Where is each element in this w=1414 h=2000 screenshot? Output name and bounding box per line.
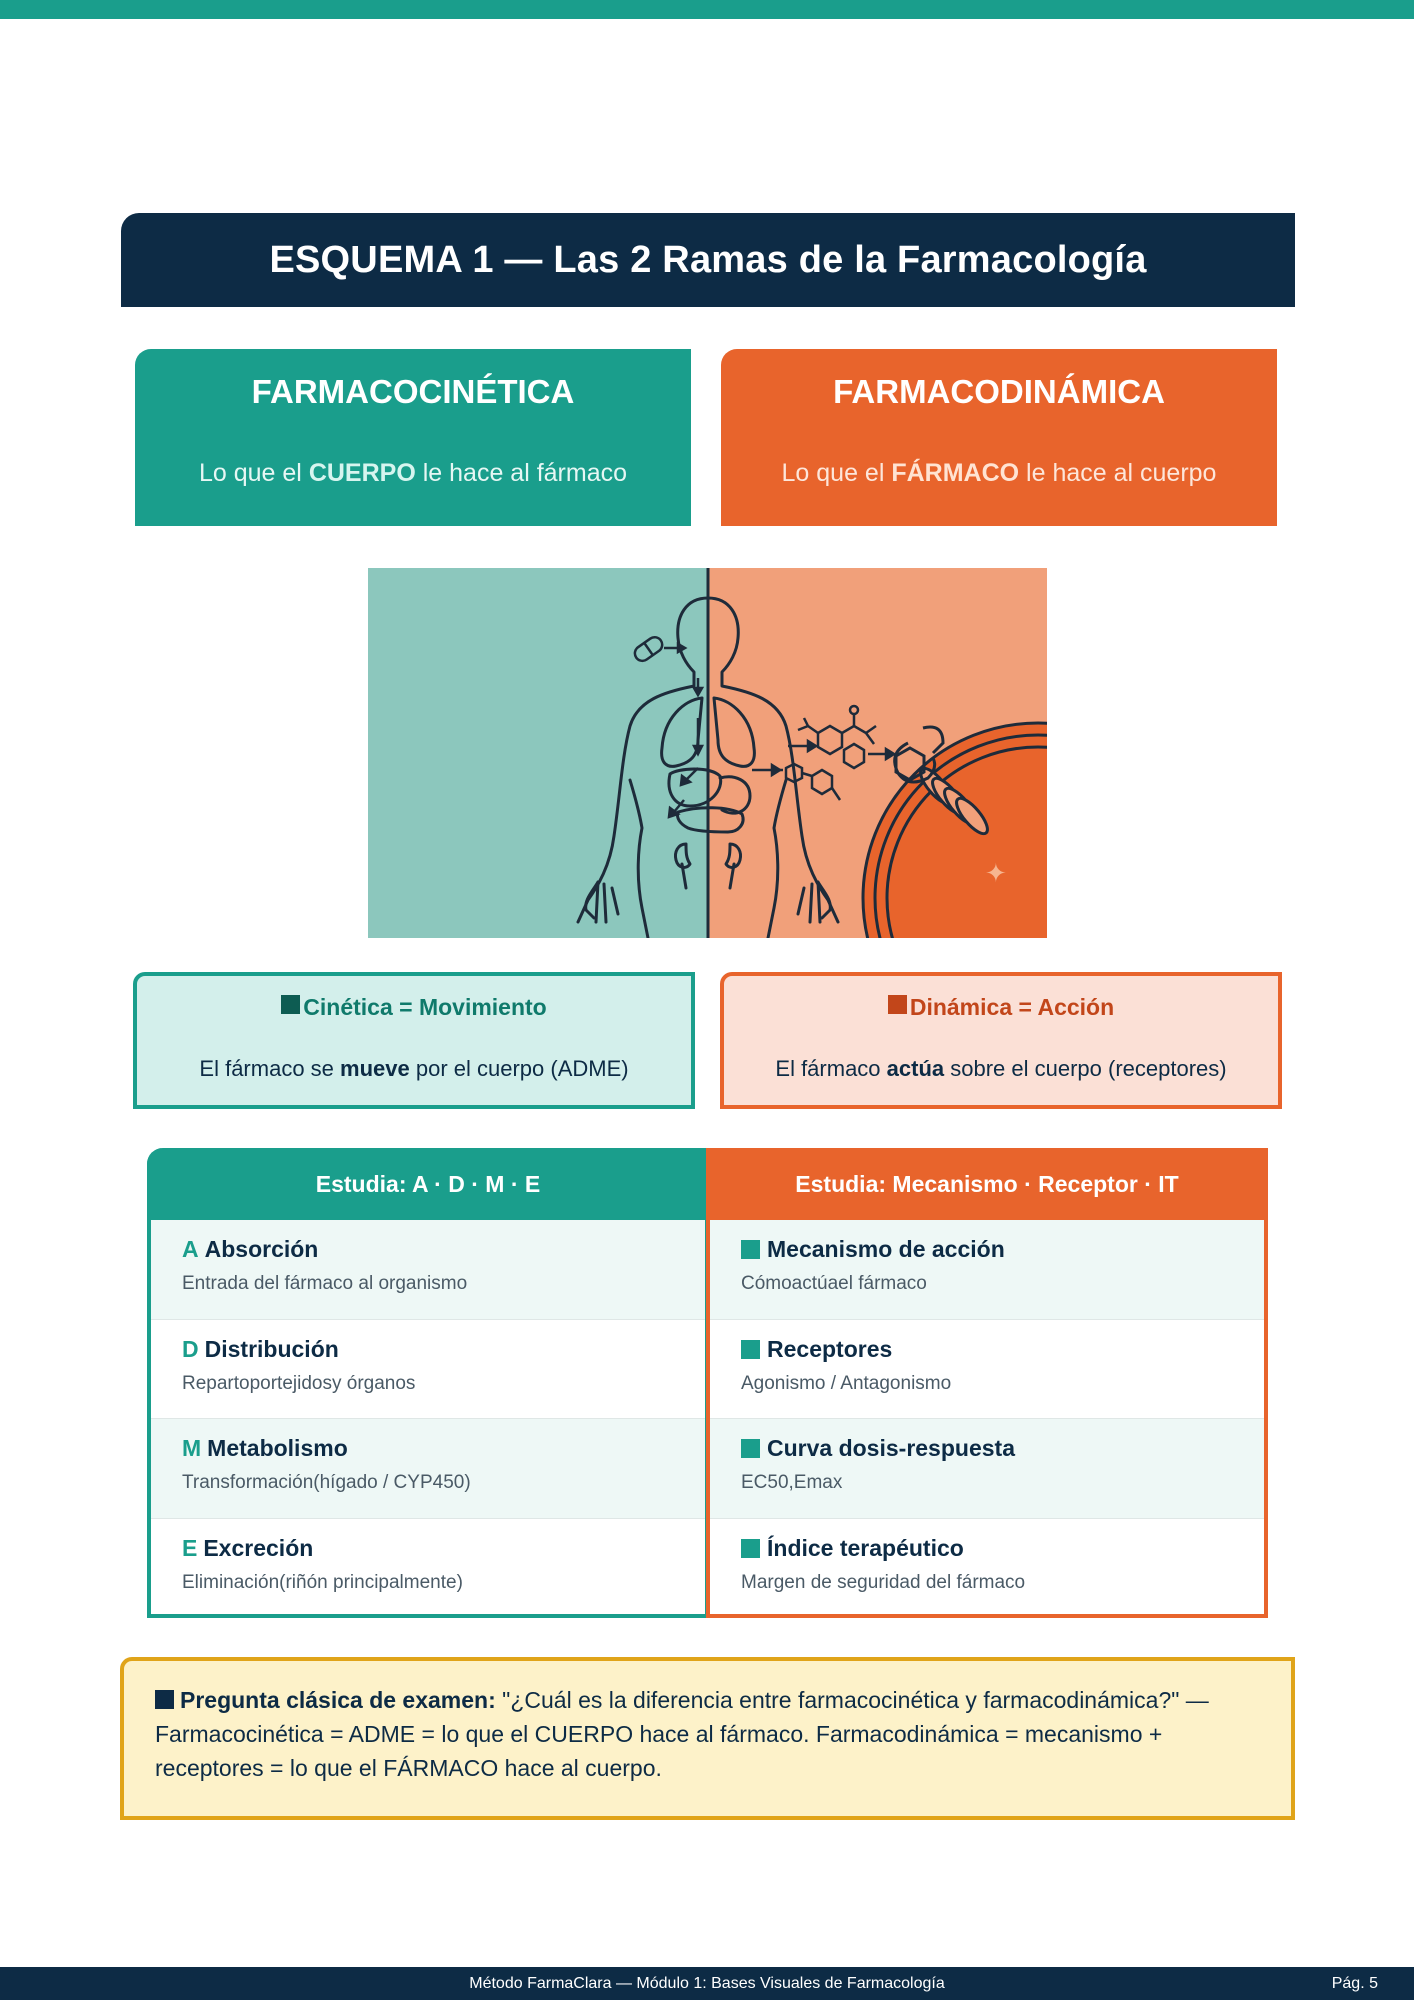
- body-illustration: [368, 568, 1047, 938]
- exam-question-label: Pregunta clásica de examen:: [180, 1687, 496, 1713]
- adme-letter: D: [182, 1335, 199, 1362]
- list-item: [710, 1320, 1264, 1420]
- item-description: Transformación(hígado / CYP450): [182, 1472, 471, 1493]
- exam-question-callout: [120, 1657, 1295, 1820]
- concept-kinetics-box: [133, 972, 695, 1109]
- concept-dynamics-box: [720, 972, 1282, 1109]
- item-title: Curva dosis-respuesta: [767, 1435, 1015, 1461]
- title-banner: [121, 213, 1295, 307]
- item-description: Agonismo / Antagonismo: [741, 1372, 952, 1394]
- branch-dynamics-subtitle: Lo que el FÁRMACO le hace al cuerpo: [781, 459, 1217, 487]
- item-title: Excreción: [203, 1534, 314, 1561]
- item-title: Mecanismo de acción: [767, 1236, 1005, 1262]
- list-item: [710, 1519, 1264, 1619]
- adme-letter: E: [182, 1534, 198, 1561]
- kinetics-column-header: Estudia: A · D · M · E: [147, 1148, 709, 1220]
- page-footer: [0, 1967, 1414, 2000]
- footer-text: Método FarmaClara — Módulo 1: Bases Visuales de Farmacología: [469, 1975, 945, 1992]
- branch-kinetics-title: FARMACOCINÉTICA: [251, 373, 575, 410]
- branch-kinetics-card: [135, 349, 691, 526]
- human-body-drug-receptor-illustration: [368, 568, 1047, 938]
- concept-dynamics-text: El fármaco actúa sobre el cuerpo (receptores): [775, 1056, 1227, 1081]
- dynamics-column-header: Estudia: Mecanismo · Receptor · IT: [706, 1148, 1268, 1220]
- branch-kinetics-subtitle: Lo que el CUERPO le hace al fármaco: [198, 459, 627, 487]
- list-item: [710, 1220, 1264, 1320]
- item-description: EC50,Emax: [741, 1472, 843, 1493]
- item-title: Receptores: [767, 1335, 893, 1362]
- branch-dynamics-title: FARMACODINÁMICA: [833, 373, 1165, 410]
- concept-kinetics-title: Cinética = Movimiento: [137, 994, 691, 1021]
- item-title: Absorción: [204, 1236, 319, 1262]
- square-bullet-icon: [741, 1539, 760, 1558]
- adme-letter: A: [182, 1236, 199, 1262]
- square-bullet-icon: [741, 1240, 760, 1259]
- page-title: ESQUEMA 1 — Las 2 Ramas de la Farmacología: [269, 238, 1147, 281]
- square-bullet-icon: [741, 1439, 760, 1458]
- dynamics-column: [706, 1148, 1268, 1618]
- kinetics-column: [147, 1148, 709, 1618]
- item-description: Entrada del fármaco al organismo: [182, 1273, 468, 1294]
- concept-kinetics-text: El fármaco se mueve por el cuerpo (ADME): [199, 1056, 629, 1081]
- item-title: Distribución: [204, 1335, 339, 1362]
- list-item: [151, 1320, 705, 1420]
- branch-dynamics-card: [721, 349, 1277, 526]
- adme-letter: M: [182, 1435, 202, 1461]
- item-description: Repartoportejidosy órganos: [182, 1372, 416, 1394]
- list-item: [151, 1419, 705, 1519]
- list-item: [151, 1220, 705, 1320]
- square-bullet-icon: [155, 1690, 174, 1709]
- exam-question-text: "¿Cuál es la diferencia entre farmacocinética y farmacodinámica?" — Farmacocinética = ADME = lo que el CUERPO hace al fármaco. Farmacodinámica = mecanismo + receptores = lo que el FÁRMACO hace al cuerpo.: [155, 1687, 1209, 1781]
- svg-text:✦: ✦: [985, 859, 1007, 889]
- page-number: Pág. 5: [1331, 1975, 1378, 1992]
- concept-dynamics-title: Dinámica = Acción: [724, 994, 1278, 1021]
- square-bullet-icon: [281, 995, 300, 1014]
- list-item: [151, 1519, 705, 1619]
- square-bullet-icon: [741, 1340, 760, 1359]
- square-bullet-icon: [888, 995, 907, 1014]
- item-description: Cómoactúael fármaco: [741, 1273, 927, 1294]
- list-item: [710, 1419, 1264, 1519]
- top-accent-bar: [0, 0, 1414, 19]
- item-description: Margen de seguridad del fármaco: [741, 1571, 1026, 1593]
- item-title: Metabolismo: [207, 1435, 348, 1461]
- item-title: Índice terapéutico: [767, 1534, 964, 1561]
- item-description: Eliminación(riñón principalmente): [182, 1571, 463, 1593]
